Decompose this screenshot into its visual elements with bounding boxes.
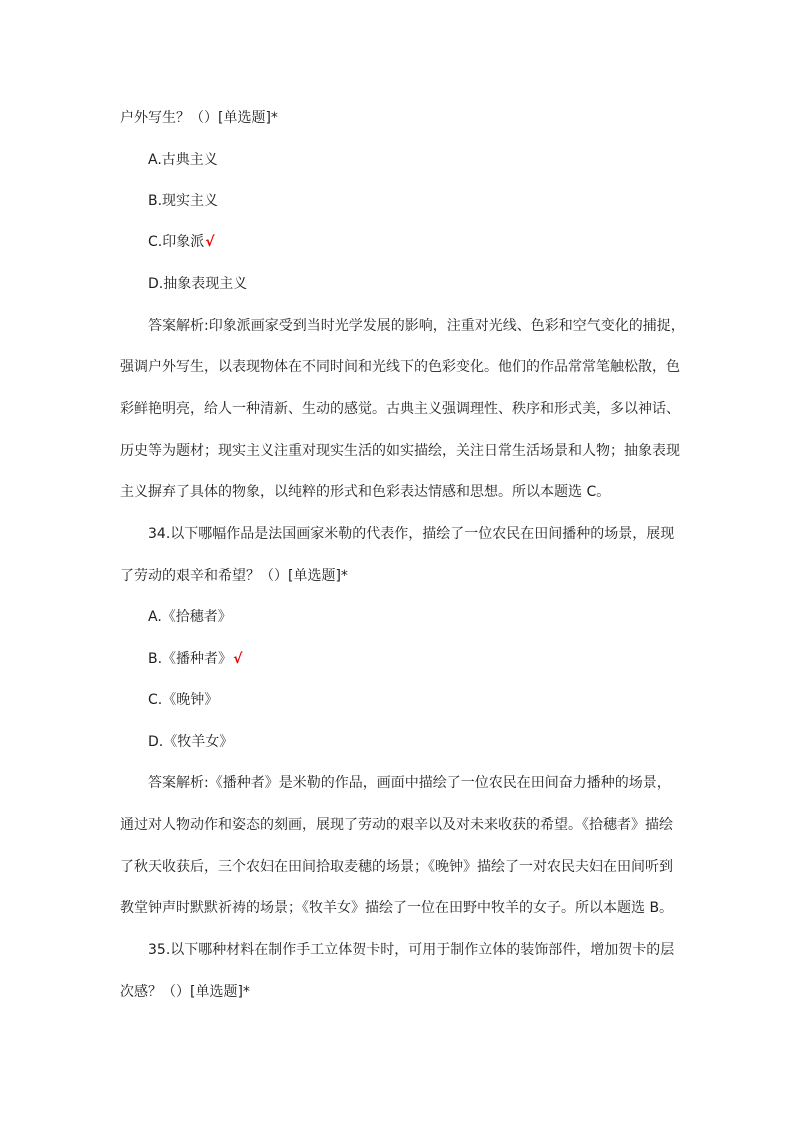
- correct-check-icon: √: [205, 234, 215, 250]
- question-stem-line: 34.以下哪幅作品是法国画家米勒的代表作，描绘了一位农民在田间播种的场景，展现: [148, 526, 675, 542]
- analysis-line: 历史等为题材；现实主义注重对现实生活的如实描绘，关注日常生活场景和人物；抽象表现: [120, 443, 680, 459]
- analysis-line: 了秋天收获后，三个农妇在田间拾取麦穗的场景；《晚钟》描绘了一对农民夫妇在田间听到: [120, 859, 673, 875]
- analysis-line: 答案解析:印象派画家受到当时光学发展的影响，注重对光线、色彩和空气变化的捕捉，: [148, 318, 685, 334]
- analysis-line: 彩鲜艳明亮，给人一种清新、生动的感觉。古典主义强调理性、秩序和形式美，多以神话、: [120, 401, 680, 417]
- analysis-line: 通过对人物动作和姿态的刻画，展现了劳动的艰辛以及对未来收获的希望。《拾穗者》描绘: [120, 817, 673, 833]
- option-b: [148, 649, 242, 669]
- analysis-line: 主义摒弃了具体的物象，以纯粹的形式和色彩表达情感和思想。所以本题选 C。: [120, 484, 611, 500]
- option-a: A.古典主义: [148, 152, 218, 168]
- question-stem-line: 次感？（）[单选题]*: [120, 984, 250, 1000]
- correct-check-icon: √: [233, 651, 243, 667]
- option-c: [148, 232, 215, 252]
- option-c: C.《晚钟》: [148, 692, 219, 708]
- option-b-label: B.《播种者》: [148, 651, 233, 667]
- analysis-line: 强调户外写生，以表现物体在不同时间和光线下的色彩变化。他们的作品常常笔触松散，色: [120, 359, 680, 375]
- option-a: A.《拾穗者》: [148, 609, 232, 625]
- question-stem-line: 35.以下哪种材料在制作手工立体贺卡时，可用于制作立体的装饰部件，增加贺卡的层: [148, 942, 675, 958]
- question-stem-line: 户外写生？（）[单选题]*: [120, 110, 278, 126]
- option-b: B.现实主义: [148, 193, 219, 209]
- option-c-label: C.印象派: [148, 234, 205, 250]
- analysis-line: 答案解析:《播种者》是米勒的作品，画面中描绘了一位农民在田间奋力播种的场景，: [148, 775, 671, 791]
- analysis-line: 教堂钟声时默默祈祷的场景；《牧羊女》描绘了一位在田野中牧羊的女子。所以本题选 B。: [120, 900, 674, 916]
- option-d: D.《牧羊女》: [148, 734, 234, 750]
- question-stem-line: 了劳动的艰辛和希望？（）[单选题]*: [120, 568, 348, 584]
- option-d: D.抽象表现主义: [148, 276, 248, 292]
